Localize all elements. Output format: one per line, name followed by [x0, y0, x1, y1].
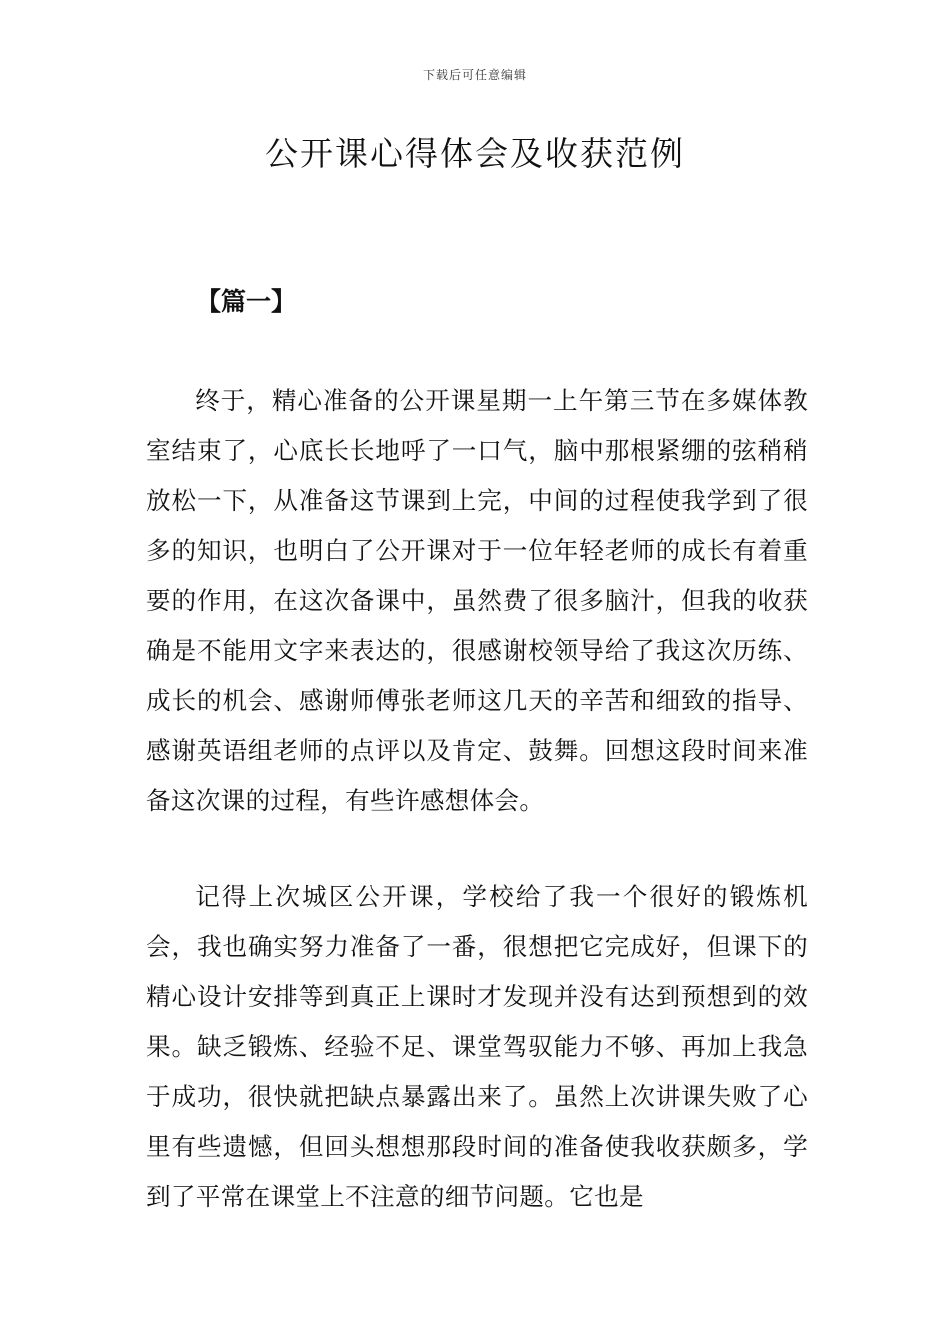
body-paragraph-2: 记得上次城区公开课，学校给了我一个很好的锻炼机会，我也确实努力准备了一番，很想把它完成好，但课下的精心设计安排等到真正上课时才发现并没有达到预想到的效果。缺乏锻炼、经验不足、课堂驾驭能力不够、再加上我急于成功，很快就把缺点暴露出来了。虽然上次讲课失败了心里有些遗憾，但回头想想那段时间的准备使我收获颇多，学到了平常在课堂上不注意的细节问题。它也是 — [146, 882, 808, 1211]
document-title: 公开课心得体会及收获范例 — [265, 134, 685, 173]
section-label: 【篇一】 — [196, 287, 297, 316]
body-paragraph-1: 终于，精心准备的公开课星期一上午第三节在多媒体教室结束了，心底长长地呼了一口气，脑中那根紧绷的弦稍稍放松一下，从准备这节课到上完，中间的过程使我学到了很多的知识，也明白了公开课对于一位年轻老师的成长有着重要的作用，在这次备课中，虽然费了很多脑汁，但我的收获确是不能用文字来表达的，很感谢校领导给了我这次历练、成长的机会、感谢师傅张老师这几天的辛苦和细致的指导、感谢英语组老师的点评以及肯定、鼓舞。回想这段时间来准备这次课的过程，有些许感想体会。 — [146, 386, 808, 815]
header-note: 下载后可任意编辑 — [422, 68, 527, 82]
